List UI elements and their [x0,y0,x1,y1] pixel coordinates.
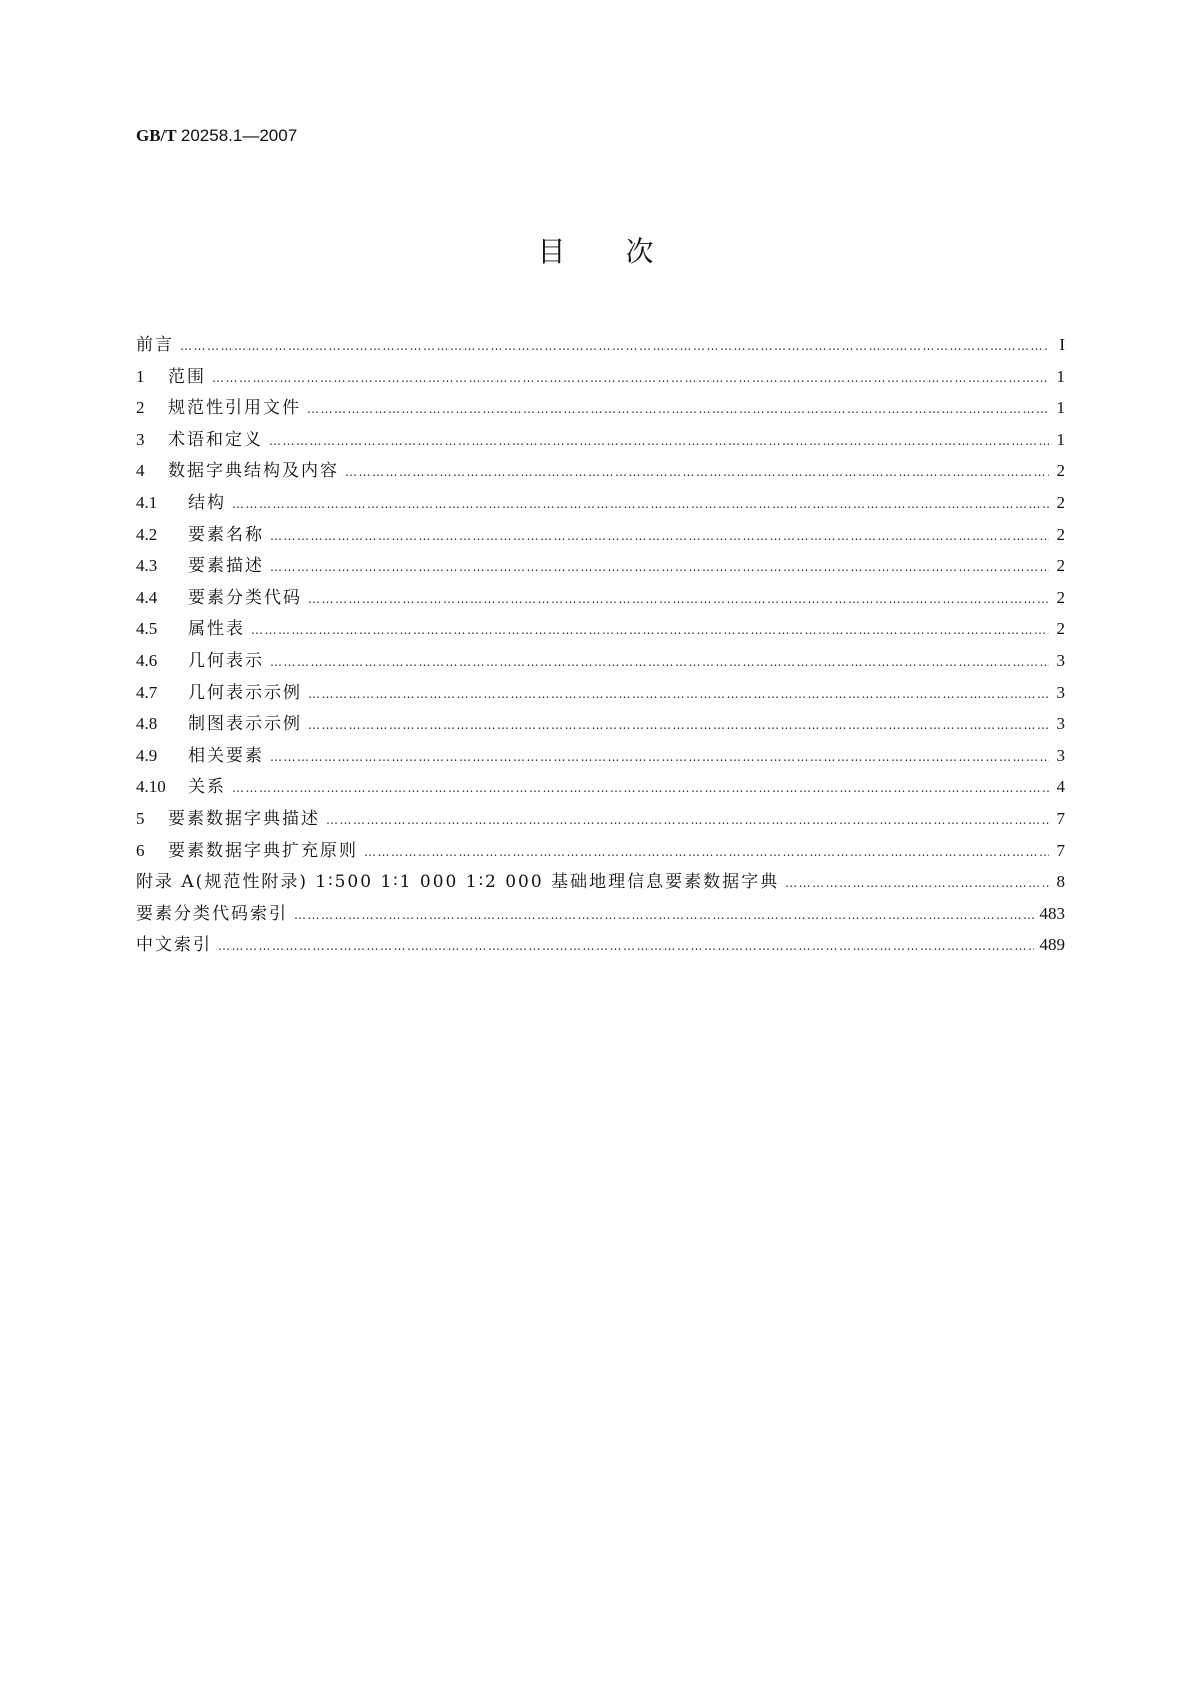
dot-leader [308,592,1049,606]
toc-entry-label: 要素描述 [188,556,264,577]
toc-entry-number: 2 [136,398,145,418]
toc-entry[interactable] [136,867,1065,899]
toc-entry[interactable] [136,425,1065,457]
dot-leader [294,908,1034,922]
toc-entry[interactable] [136,583,1065,615]
toc-entry-label: 前言 [136,335,174,355]
toc-entry-label: 几何表示示例 [188,682,302,703]
toc-entry-number: 6 [136,840,145,860]
toc-entry-page: 7 [1056,808,1065,828]
dot-leader [270,560,1049,574]
toc-entry-page: 1 [1056,429,1065,449]
dot-leader [307,402,1049,416]
toc-entry[interactable] [136,488,1065,520]
dot-leader [270,750,1049,764]
toc-entry-page: 3 [1056,682,1065,702]
toc-entry-page: 3 [1056,714,1065,734]
toc-entry-number: 4.8 [136,714,158,734]
page-title: 目次 [537,235,714,268]
standard-number: 20258.1—2007 [180,126,298,145]
dot-leader [785,876,1049,890]
table-of-contents [136,330,1065,962]
toc-entry[interactable] [136,646,1065,678]
toc-entry-page: 4 [1056,777,1065,797]
dot-leader [269,434,1049,448]
dot-leader [251,623,1049,637]
toc-entry[interactable] [136,456,1065,488]
toc-entry-number: 4.10 [136,777,166,797]
dot-leader [212,371,1049,385]
toc-entry-number: 4.5 [136,619,158,639]
toc-entry-number: 4.4 [136,587,158,607]
dot-leader [218,939,1034,953]
toc-entry-number: 4 [136,461,145,481]
toc-entry-label: 中文索引 [136,935,212,956]
toc-entry-label: 要素分类代码索引 [136,903,288,924]
dot-leader [326,813,1049,827]
toc-entry-label: 要素数据字典扩充原则 [168,840,358,861]
toc-entry-page: 2 [1056,587,1065,607]
toc-entry-number: 4.3 [136,556,158,576]
toc-entry-number: 4.1 [136,492,158,512]
dot-leader [180,339,1049,353]
toc-entry-number: 4.6 [136,650,158,670]
toc-entry-number: 5 [136,808,145,828]
dot-leader [308,687,1049,701]
toc-entry-label: 属性表 [188,619,245,640]
dot-leader [232,781,1049,795]
toc-entry[interactable] [136,899,1065,931]
toc-entry-label: 制图表示示例 [188,714,302,735]
toc-entry-page: 2 [1056,524,1065,544]
toc-entry[interactable] [136,836,1065,868]
dot-leader [232,497,1049,511]
toc-entry[interactable] [136,741,1065,773]
toc-entry-label: 相关要素 [188,745,264,766]
toc-entry-label: 几何表示 [188,650,264,671]
toc-entry-label: 结构 [188,492,226,513]
dot-leader [364,845,1049,859]
toc-entry[interactable] [136,520,1065,552]
dot-leader [270,529,1049,543]
toc-entry-page: 2 [1056,556,1065,576]
toc-entry-label: 关系 [188,777,226,798]
toc-entry[interactable] [136,551,1065,583]
toc-entry-page: 7 [1056,840,1065,860]
toc-entry-number: 1 [136,366,145,386]
toc-entry-label: 要素名称 [188,524,264,545]
toc-entry-page: I [1059,335,1065,354]
toc-entry[interactable] [136,772,1065,804]
toc-entry-label: 数据字典结构及内容 [168,461,339,482]
toc-entry-label: 附录 A(规范性附录) 1∶500 1∶1 000 1∶2 000 基础地理信息要素数据字典 [136,872,780,893]
toc-entry-page: 1 [1056,398,1065,418]
toc-entry-number: 4.9 [136,745,158,765]
toc-entry-page: 2 [1056,619,1065,639]
toc-entry[interactable] [136,330,1065,362]
toc-entry-label: 范围 [168,366,206,387]
toc-entry-number: 4.2 [136,524,158,544]
toc-entry[interactable] [136,362,1065,394]
toc-entry-label: 要素数据字典描述 [168,808,320,829]
toc-entry-label: 术语和定义 [168,429,263,450]
toc-entry-label: 要素分类代码 [188,587,302,608]
toc-entry-label: 规范性引用文件 [168,398,301,419]
toc-entry[interactable] [136,393,1065,425]
toc-entry[interactable] [136,709,1065,741]
toc-entry-page: 483 [1039,903,1065,923]
toc-entry[interactable] [136,614,1065,646]
dot-leader [270,655,1049,669]
standard-prefix: GB/T [136,126,177,145]
dot-leader [308,718,1049,732]
document-code [136,126,297,146]
toc-entry-page: 2 [1056,461,1065,481]
toc-entry-page: 489 [1039,935,1065,955]
toc-entry[interactable] [136,678,1065,710]
toc-entry-page: 1 [1056,366,1065,386]
dot-leader [345,465,1049,479]
toc-entry-page: 3 [1056,650,1065,670]
toc-entry-number: 3 [136,429,145,449]
toc-entry[interactable] [136,804,1065,836]
toc-entry-page: 2 [1056,492,1065,512]
toc-entry-number: 4.7 [136,682,158,702]
toc-entry-page: 3 [1056,745,1065,765]
toc-entry-page: 8 [1056,872,1065,892]
toc-entry[interactable] [136,930,1065,962]
